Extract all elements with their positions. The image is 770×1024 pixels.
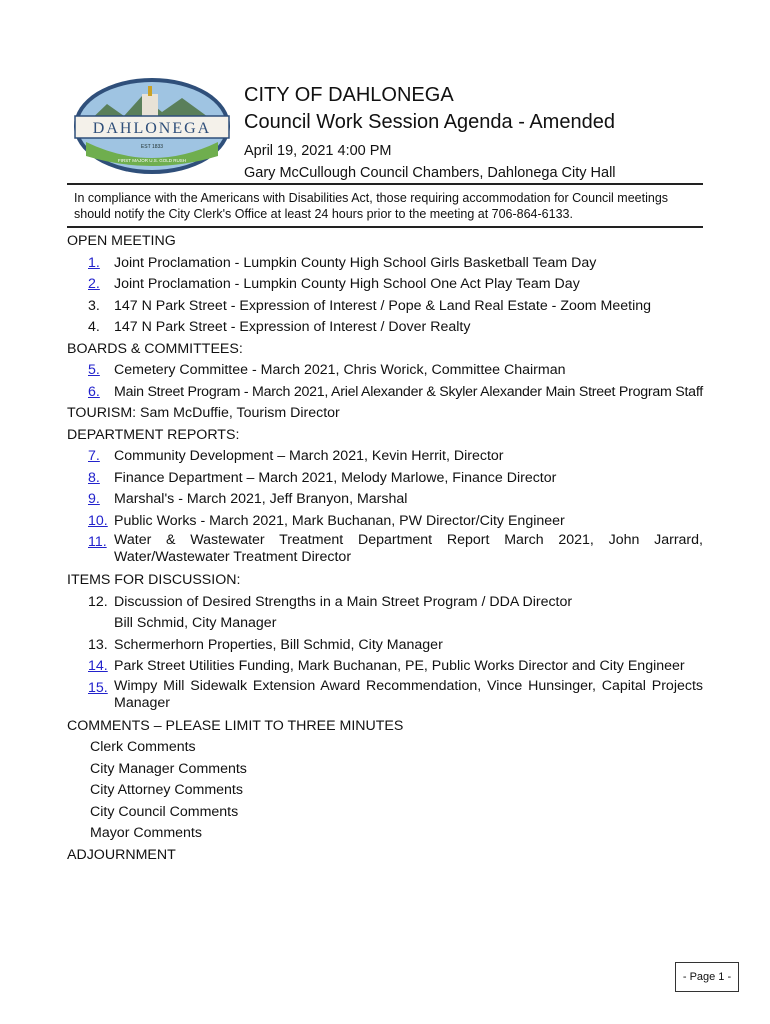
item-text: Marshal's - March 2021, Jeff Branyon, Marshal [114,491,408,507]
agenda-item [67,446,703,468]
item-text: Wimpy Mill Sidewalk Extension Award Recommendation, Vince Hunsinger, Capital Projects Manager [114,677,703,711]
item-text: Water & Wastewater Treatment Department Report March 2021, John Jarrard, Water/Wastewater Treatment Director [114,532,703,565]
notice-divider [67,226,703,228]
agenda-item [67,678,703,712]
section-department-reports: DEPARTMENT REPORTS: [67,426,240,443]
agenda-item [67,635,703,657]
agenda-title: Council Work Session Agenda - Amended [244,111,615,133]
comment-item: City Manager Comments [90,760,247,777]
section-open-meeting: OPEN MEETING [67,233,176,249]
item-text: Park Street Utilities Funding, Mark Buchanan, PE, Public Works Director and City Engineer [114,658,685,674]
comment-item: Mayor Comments [90,825,202,841]
section-tourism: TOURISM: Sam McDuffie, Tourism Director [67,405,340,421]
item-text: Public Works - March 2021, Mark Buchanan, PW Director/City Engineer [114,512,565,529]
agenda-item [67,489,703,511]
item-text: Joint Proclamation - Lumpkin County High School Girls Basketball Team Day [114,254,597,271]
item-text: 147 N Park Street - Expression of Interest / Dover Realty [114,319,471,335]
item-presenter: Bill Schmid, City Manager [114,615,277,631]
agenda-item [67,296,703,318]
item-number-link[interactable]: 1. [88,254,100,271]
ada-notice: In compliance with the Americans with Disabilities Act, those requiring accommodation for Council meetings should notify the City Clerk's Office at least 24 hours prior to the meeting at 706-864-6133. [74,191,669,221]
header-divider [67,183,703,185]
comment-item: Clerk Comments [90,739,196,755]
item-text: Main Street Program - March 2021, Ariel Alexander & Skyler Alexander Main Street Program Staff [114,383,703,400]
item-text: Schermerhorn Properties, Bill Schmid, City Manager [114,636,443,653]
item-number-link[interactable]: 8. [88,469,100,486]
agenda-item [67,360,703,382]
section-items-for-discussion: ITEMS FOR DISCUSSION: [67,572,241,588]
item-number-link[interactable]: 15. [88,679,108,696]
item-number-link[interactable]: 10. [88,512,108,529]
item-text: Discussion of Desired Strengths in a Main Street Program / DDA Director [114,593,573,610]
section-adjournment: ADJOURNMENT [67,846,176,863]
logo-name-text: DAHLONEGA [92,120,212,137]
item-text: Finance Department – March 2021, Melody Marlowe, Finance Director [114,469,557,486]
agenda-item [67,656,703,678]
item-number: 12. [88,593,108,610]
agenda-item [67,253,703,275]
item-text: 147 N Park Street - Expression of Interest / Pope & Land Real Estate - Zoom Meeting [114,297,652,314]
agenda-item [67,532,703,566]
comment-item: City Council Comments [90,803,239,820]
dahlonega-city-seal-logo [72,76,232,176]
item-number: 4. [88,319,100,335]
item-number: 13. [88,636,108,653]
item-text: Cemetery Committee - March 2021, Chris Worick, Committee Chairman [114,362,566,378]
item-number-link[interactable]: 7. [88,448,100,464]
item-number-link[interactable]: 14. [88,658,108,674]
agenda-header [244,82,616,184]
agenda-item [67,382,703,404]
comment-item: City Attorney Comments [90,782,243,798]
logo-est-text: EST 1833 [140,144,164,150]
agenda-body [67,231,703,866]
agenda-item [67,511,703,533]
section-comments: COMMENTS – PLEASE LIMIT TO THREE MINUTES [67,717,404,734]
meeting-date-time: April 19, 2021 4:00 PM [244,143,392,159]
agenda-item [67,592,703,614]
item-number-link[interactable]: 6. [88,383,100,400]
item-number-link[interactable]: 2. [88,276,100,292]
section-boards-committees: BOARDS & COMMITTEES: [67,340,243,357]
item-number-link[interactable]: 9. [88,491,100,507]
page-number-box: - Page 1 - [675,962,739,992]
item-number-link[interactable]: 5. [88,362,100,378]
agenda-item [67,317,703,339]
item-text: Joint Proclamation - Lumpkin County High School One Act Play Team Day [114,276,580,292]
agenda-item [67,274,703,296]
item-number-link[interactable]: 11. [88,534,107,550]
agenda-item [67,468,703,490]
city-name: CITY OF DAHLONEGA [244,84,454,106]
item-number: 3. [88,297,100,314]
logo-tagline-text: FIRST MAJOR U.S. GOLD RUSH [118,158,186,163]
item-text: Community Development – March 2021, Kevin Herrit, Director [114,448,504,464]
meeting-location: Gary McCullough Council Chambers, Dahlonega City Hall [244,165,616,181]
